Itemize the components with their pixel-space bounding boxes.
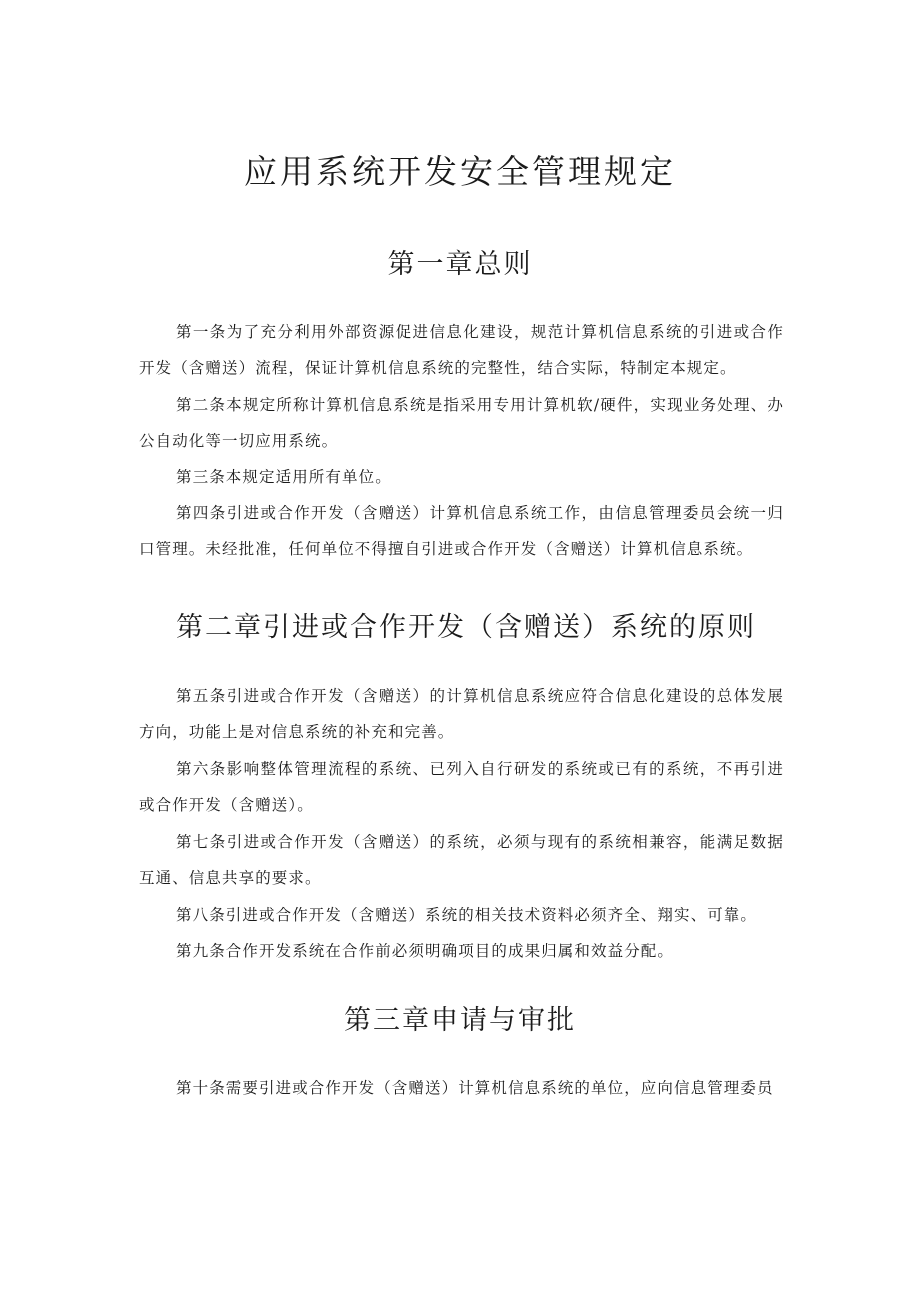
document-title: 应用系统开发安全管理规定 [244,152,676,191]
article-7: 第七条引进或合作开发（含赠送）的系统，必须与现有的系统相兼容，能满足数据互通、信息共享的要求。 [139,833,784,887]
article-10: 第十条需要引进或合作开发（含赠送）计算机信息系统的单位，应向信息管理委员 [176,1079,774,1097]
article-3: 第三条本规定适用所有单位。 [176,468,392,486]
chapter-heading-3: 第三章申请与审批 [344,1005,576,1036]
article-6: 第六条影响整体管理流程的系统、已列入自行研发的系统或已有的系统，不再引进或合作开发（含赠送）。 [139,760,784,814]
article-9: 第九条合作开发系统在合作前必须明确项目的成果归属和效益分配。 [176,942,675,960]
article-8: 第八条引进或合作开发（含赠送）系统的相关技术资料必须齐全、翔实、可靠。 [176,906,758,924]
article-5: 第五条引进或合作开发（含赠送）的计算机信息系统应符合信息化建设的总体发展方向，功能上是对信息系统的补充和完善。 [139,687,784,741]
article-4: 第四条引进或合作开发（含赠送）计算机信息系统工作，由信息管理委员会统一归口管理。未经批准，任何单位不得擅自引进或合作开发（含赠送）计算机信息系统。 [139,504,784,558]
chapter-heading-2: 第二章引进或合作开发（含赠送）系统的原则 [176,612,756,643]
article-1: 第一条为了充分利用外部资源促进信息化建设，规范计算机信息系统的引进或合作开发（含赠送）流程，保证计算机信息系统的完整性，结合实际，特制定本规定。 [139,323,784,377]
article-2: 第二条本规定所称计算机信息系统是指采用专用计算机软/硬件，实现业务处理、办公自动化等一切应用系统。 [139,396,784,450]
chapter-heading-1: 第一章总则 [387,249,533,280]
